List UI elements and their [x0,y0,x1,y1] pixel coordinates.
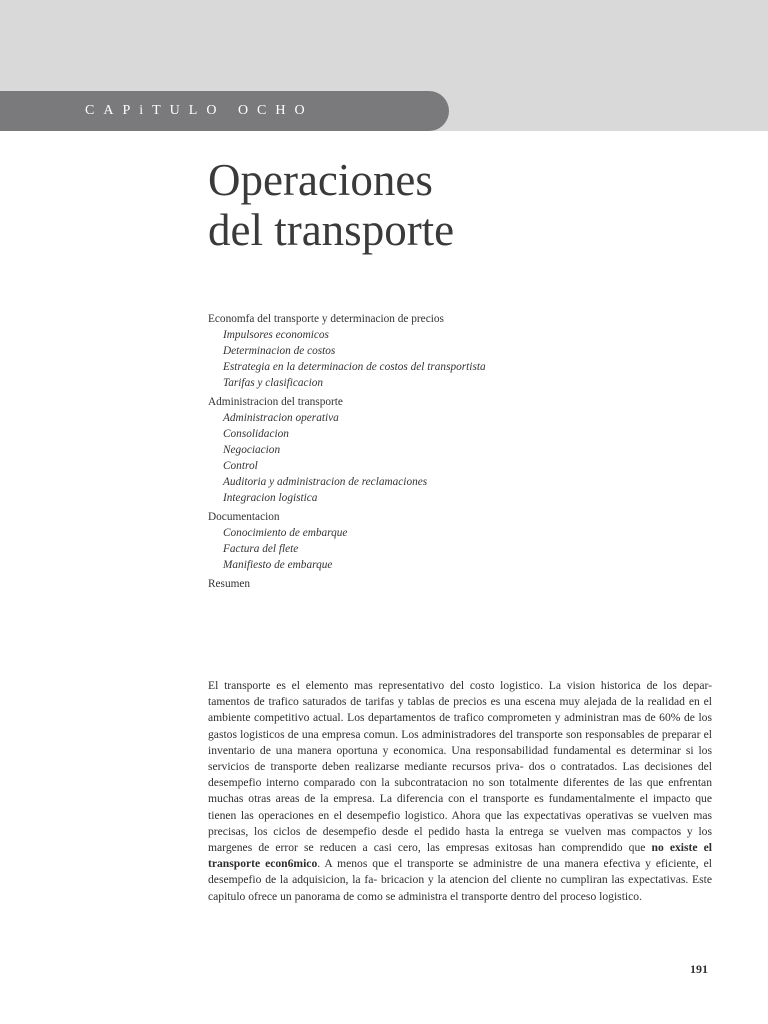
outline-item: Factura del flete [223,543,299,555]
outline-item: Impulsores economicos [223,329,329,341]
outline-item: Manifiesto de embarque [223,559,333,571]
chapter-title-line-1: Operaciones [208,155,433,205]
outline-item: Consolidacion [223,428,289,440]
outline-item: Negociacion [223,444,281,456]
page-number: 191 [690,962,708,976]
outline-heading: Economfa del transporte y determinacion de precios [208,313,444,325]
intro-paragraph [208,678,712,905]
outline-item: Conocimiento de embarque [223,527,348,539]
intro-text-end: . A menos que el transporte se administre de una manera efectiva y eficiente, el desempefio de la adquisicion, la fa- bricacion y la atencion del cliente no cumpliran las expectativas. Este capitulo ofrece un panorama de como se administra el transporte dentro del proceso logistico. [208,857,712,903]
chapter-label: CAPiTULO OCHO [85,103,314,118]
outline-item: Estrategia en la determinacion de costos del transportista [223,361,486,373]
outline-heading: Resumen [208,578,251,590]
outline-item: Control [223,460,258,472]
chapter-tab [0,91,449,131]
outline-heading: Documentacion [208,511,280,523]
outline-item: Determinacion de costos [223,345,336,357]
chapter-title-line-2: del transporte [208,205,455,255]
outline-section [208,311,728,391]
intro-emphasis: no existe el transporte econ6mico [208,841,712,871]
chapter-outline [208,311,728,595]
outline-section [208,509,728,573]
chapter-title [208,155,728,255]
outline-heading: Administracion del transporte [208,396,343,408]
outline-item: Integracion logistica [223,492,318,504]
intro-text-start: El transporte es el elemento mas representativo del costo logistico. La vision historica de los depar- tamentos de trafico saturados de tarifas y tablas de precios es una escena muy alejada de la realidad en el ambiente competitivo actual. Los departamentos de trafico comprometen y administran mas de 60% de los gastos logisticos de una empresa comun. Los administradores del transporte son responsables de preparar el inventario de una manera oportuna y economica. Una responsabilidad fundamental es determinar si los servicios de transporte deben realizarse mediante recursos priva- dos o contratados. Las decisiones del desempefio interno comparado con la subcontratacion no son totalmente diferentes de las que enfrentan muchas otras areas de la empresa. La diferencia con el transporte es fundamentalmente el impacto que tienen las operaciones en el desempefio logistico. Ahora que las expectativas operativas se vuelven mas precisas, los ciclos de desempefio desde el pedido hasta la entrega se vuelven mas compactos y los margenes de error se reducen a casi cero, las empresas exitosas han comprendido que [208,679,712,855]
outline-section [208,394,728,506]
outline-section [208,576,728,592]
outline-item: Auditoria y administracion de reclamaciones [223,476,428,488]
outline-item: Tarifas y clasificacion [223,377,324,389]
outline-item: Administracion operativa [223,412,339,424]
